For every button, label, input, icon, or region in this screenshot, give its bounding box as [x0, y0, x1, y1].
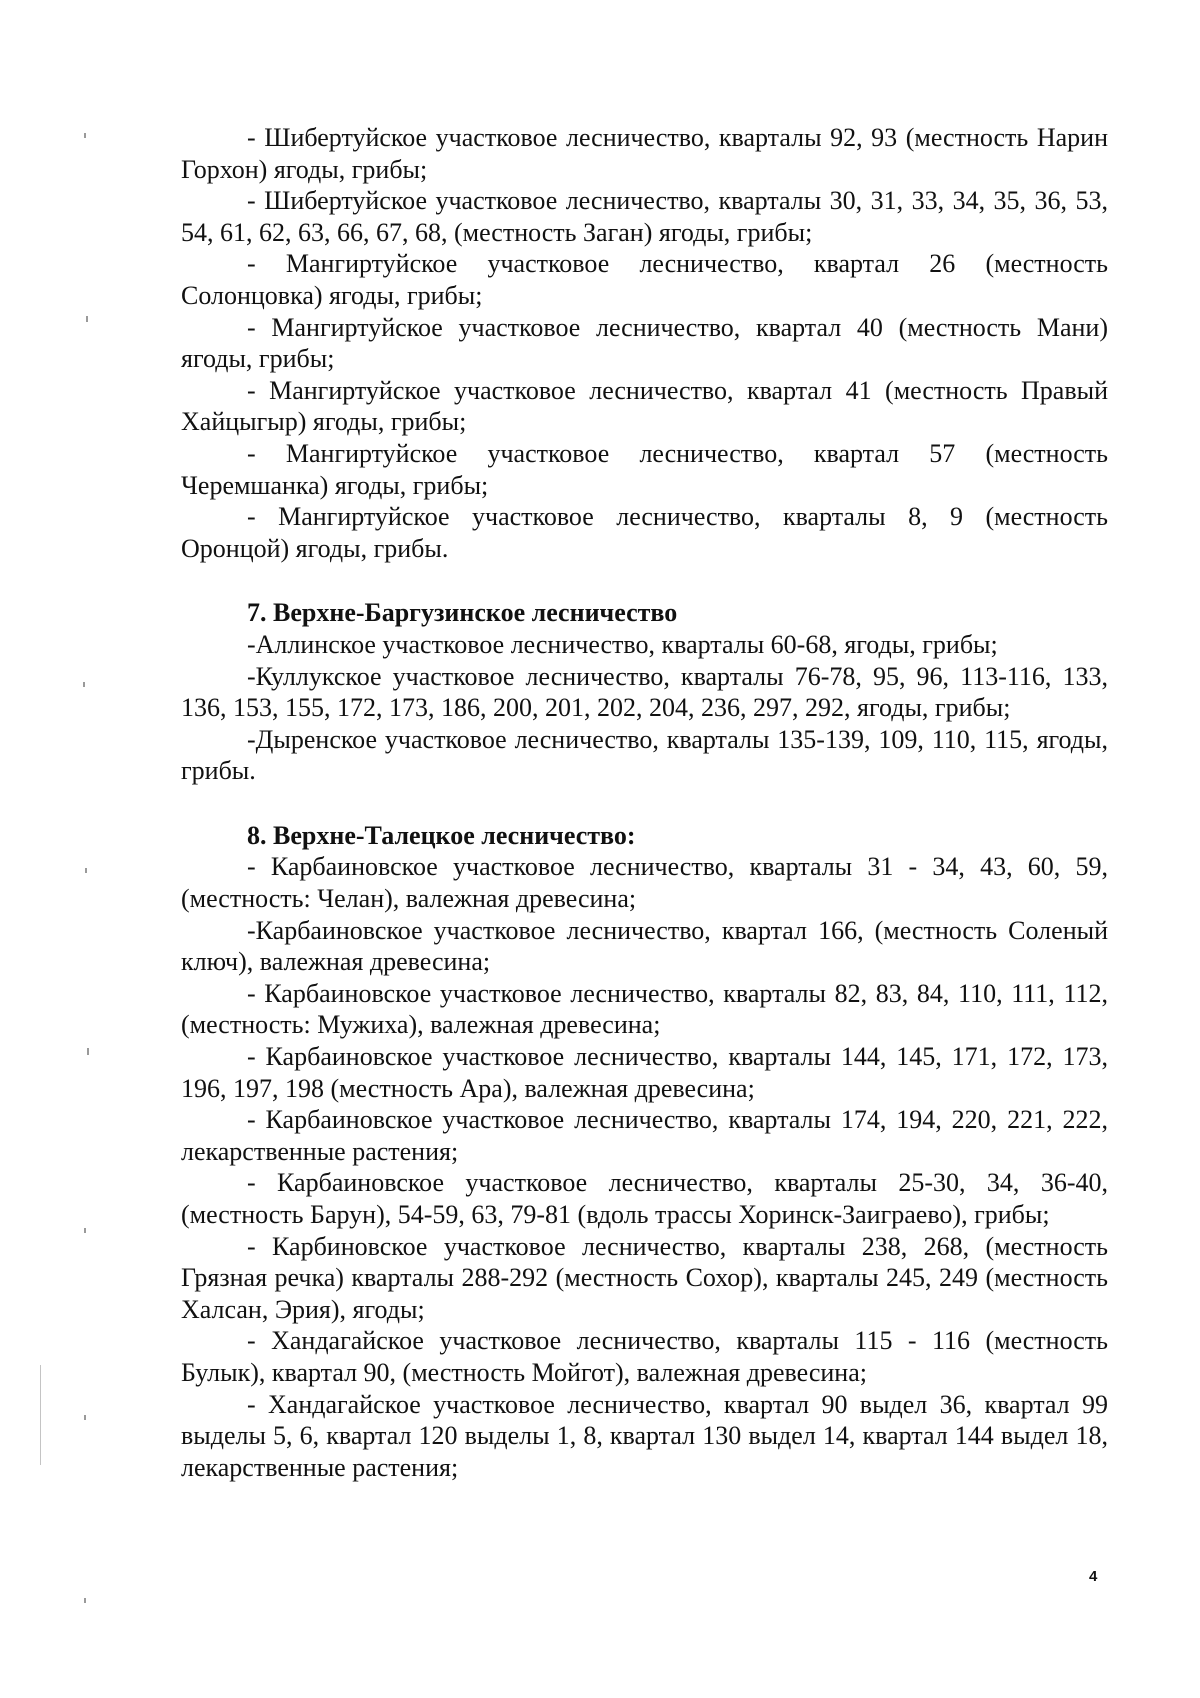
page-number: 4	[1089, 1568, 1098, 1585]
list-item: -Карбаиновское участковое лесничество, квартал 166, (местность Соленый ключ), валежная древесина;	[181, 915, 1108, 977]
list-item: - Карбаиновское участковое лесничество, кварталы 144, 145, 171, 172, 173, 196, 197, 198 (местность Ара), валежная древесина;	[181, 1042, 1108, 1103]
scan-mark	[40, 1365, 41, 1465]
list-item: - Шибертуйское участковое лесничество, кварталы 30, 31, 33, 34, 35, 36, 53, 54, 61, 62, 63, 66, 67, 68, (местность Заган) ягоды, грибы;	[181, 186, 1108, 247]
list-item: - Карбаиновское участковое лесничество, кварталы 174, 194, 220, 221, 222, лекарственные растения;	[181, 1105, 1108, 1166]
list-item: - Шибертуйское участковое лесничество, кварталы 92, 93 (местность Нарин Горхон) ягоды, грибы;	[181, 123, 1108, 184]
section-heading: 7. Верхне-Баргузинское лесничество	[247, 598, 678, 628]
scan-mark	[87, 1048, 89, 1055]
scan-mark	[84, 1228, 86, 1233]
scan-mark	[86, 316, 88, 322]
list-item: - Хандагайское участковое лесничество, квартал 90 выдел 36, квартал 99 выделы 5, 6, квартал 120 выделы 1, 8, квартал 130 выдел 14, квартал 144 выдел 18, лекарственные растения;	[181, 1389, 1108, 1482]
list-item: - Мангиртуйское участковое лесничество, кварталы 8, 9 (местность Оронцой) ягоды, грибы.	[181, 502, 1108, 563]
section-heading: 8. Верхне-Талецкое лесничество:	[247, 820, 636, 850]
list-item: - Карбаиновское участковое лесничество, кварталы 82, 83, 84, 110, 111, 112, (местность: Мужиха), валежная древесина;	[181, 978, 1108, 1040]
list-item: - Хандагайское участковое лесничество, кварталы 115 - 116 (местность Булык), квартал 90, (местность Мойгот), валежная древесина;	[181, 1326, 1108, 1387]
list-item: -Аллинское участковое лесничество, кварталы 60-68, ягоды, грибы;	[247, 629, 998, 659]
document-body	[181, 122, 1108, 1483]
section-spacer	[181, 787, 1108, 820]
list-item: - Карбаиновское участковое лесничество, кварталы 25-30, 34, 36-40, (местность Барун), 54-59, 63, 79-81 (вдоль трассы Хоринск-Заиграево), грибы;	[181, 1168, 1108, 1229]
scan-mark	[84, 1415, 86, 1420]
scan-mark	[83, 682, 85, 687]
list-item: - Карбиновское участковое лесничество, кварталы 238, 268, (местность Грязная речка) кварталы 288-292 (местность Сохор), кварталы 245, 249 (местность Халсан, Эрия), ягоды;	[181, 1231, 1108, 1324]
scan-mark	[85, 868, 87, 873]
scan-mark	[84, 1598, 86, 1603]
list-item: - Мангиртуйское участковое лесничество, квартал 57 (местность Черемшанка) ягоды, грибы;	[181, 438, 1108, 500]
list-item: -Куллукское участковое лесничество, кварталы 76-78, 95, 96, 113-116, 133, 136, 153, 155, 172, 173, 186, 200, 201, 202, 204, 236, 297, 292, ягоды, грибы;	[181, 661, 1108, 723]
list-item: - Мангиртуйское участковое лесничество, квартал 40 (местность Мани) ягоды, грибы;	[181, 312, 1108, 374]
list-item: - Мангиртуйское участковое лесничество, квартал 26 (местность Солонцовка) ягоды, грибы;	[181, 249, 1108, 310]
section-spacer	[181, 564, 1108, 597]
list-item: -Дыренское участковое лесничество, кварталы 135-139, 109, 110, 115, ягоды, грибы.	[181, 724, 1108, 786]
list-item: - Мангиртуйское участковое лесничество, квартал 41 (местность Правый Хайцыгыр) ягоды, грибы;	[181, 375, 1108, 437]
list-item: - Карбаиновское участковое лесничество, кварталы 31 - 34, 43, 60, 59, (местность: Челан), валежная древесина;	[181, 852, 1108, 914]
scan-mark	[84, 133, 86, 138]
